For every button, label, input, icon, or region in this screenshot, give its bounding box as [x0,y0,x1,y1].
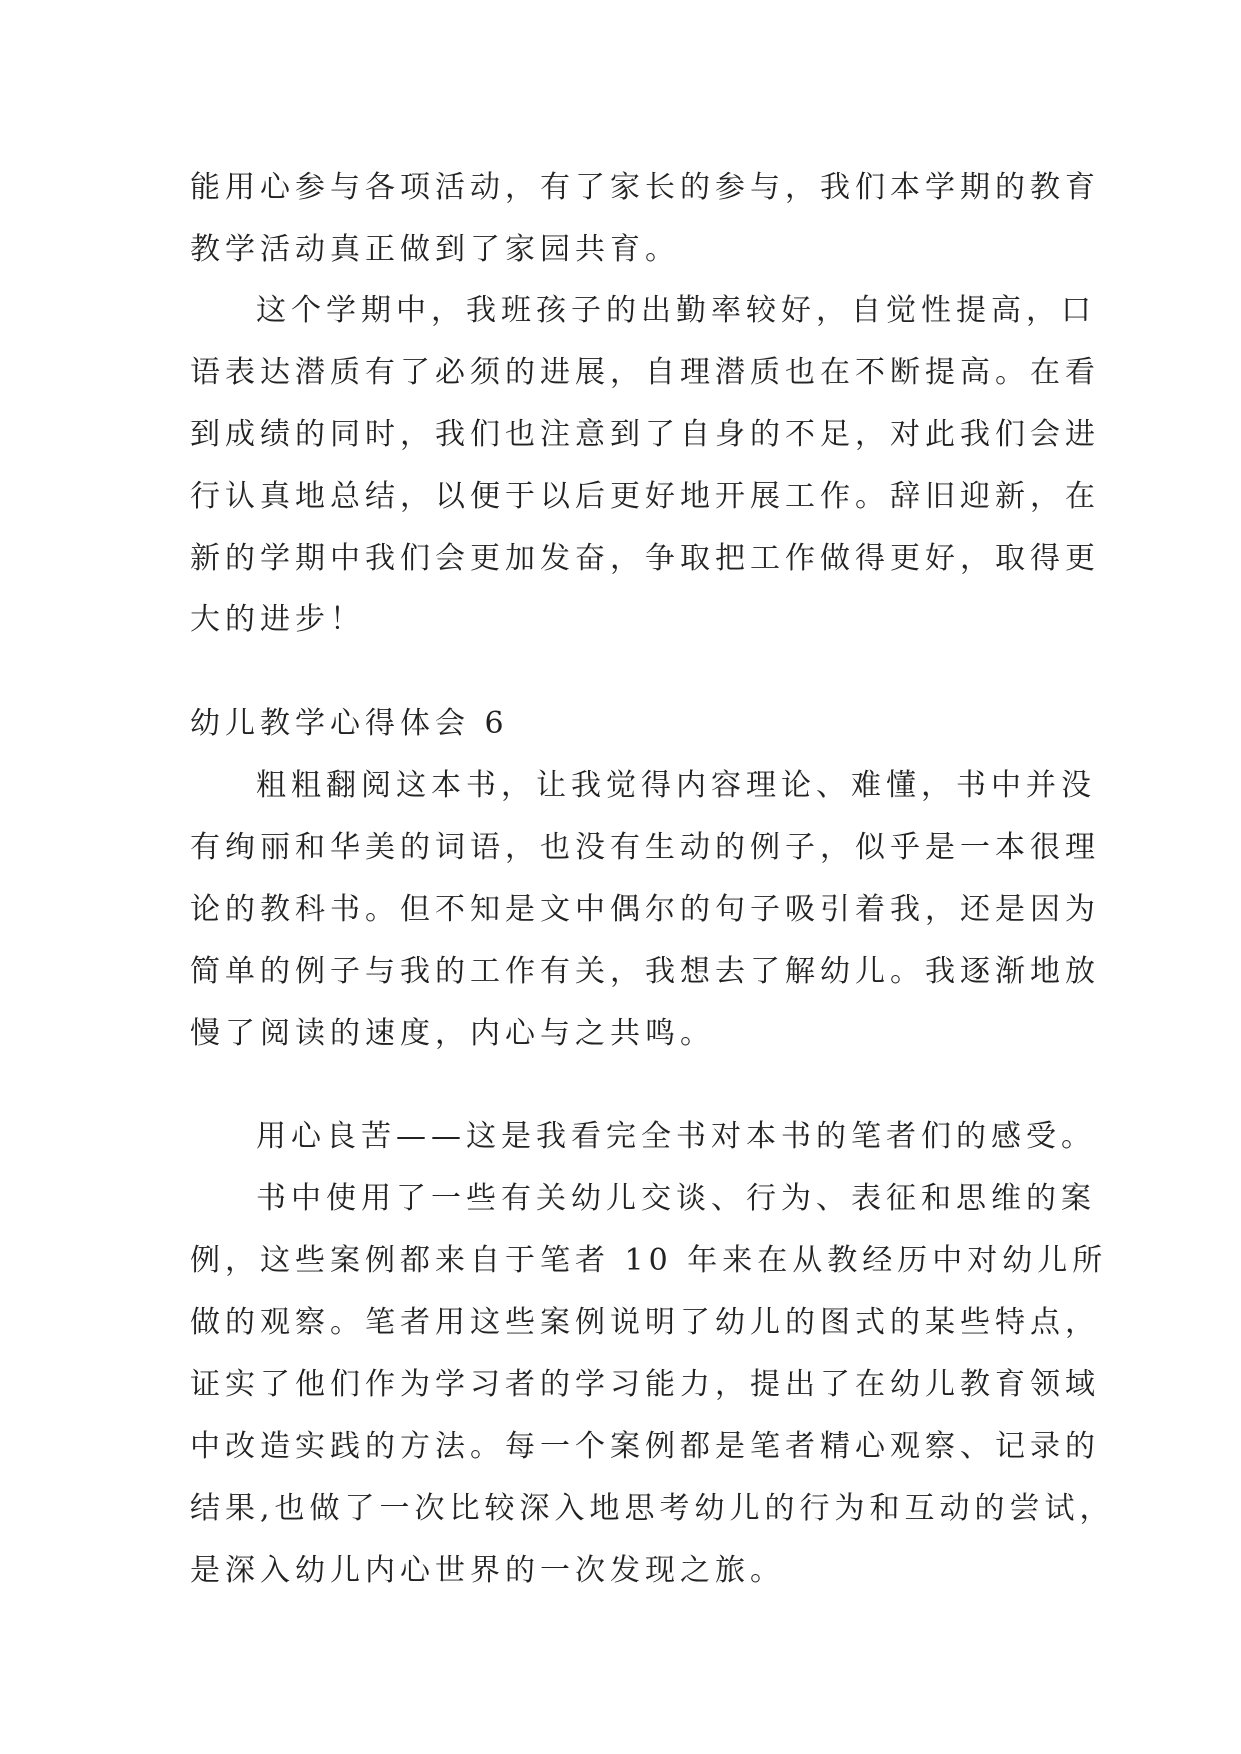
paragraph-line: 中改造实践的方法。每一个案例都是笔者精心观察、记录的 [190,1429,1100,1464]
paragraph-line: 语表达潜质有了必须的进展，自理潜质也在不断提高。在看 [190,355,1100,390]
paragraph-line: 证实了他们作为学习者的学习能力，提出了在幼儿教育领域 [190,1367,1100,1402]
paragraph-line: 用心良苦——这是我看完全书对本书的笔者们的感受。 [256,1119,1096,1154]
paragraph-line: 到成绩的同时，我们也注意到了自身的不足，对此我们会进 [190,417,1100,452]
paragraph-line: 这个学期中，我班孩子的出勤率较好，自觉性提高，口 [256,293,1096,328]
paragraph-line: 粗粗翻阅这本书，让我觉得内容理论、难懂，书中并没 [256,768,1096,803]
paragraph-line: 论的教科书。但不知是文中偶尔的句子吸引着我，还是因为 [190,892,1100,927]
paragraph-line: 新的学期中我们会更加发奋，争取把工作做得更好，取得更 [190,541,1100,576]
section-heading: 幼儿教学心得体会 6 [190,706,509,741]
paragraph-line: 是深入幼儿内心世界的一次发现之旅。 [190,1553,785,1588]
paragraph-line: 例，这些案例都来自于笔者 10 年来在从教经历中对幼儿所 [190,1243,1108,1278]
paragraph-line: 结果,也做了一次比较深入地思考幼儿的行为和互动的尝试， [190,1491,1115,1526]
paragraph-line: 做的观察。笔者用这些案例说明了幼儿的图式的某些特点， [190,1305,1100,1340]
paragraph-line: 能用心参与各项活动，有了家长的参与，我们本学期的教育 [190,170,1100,205]
paragraph-line: 行认真地总结，以便于以后更好地开展工作。辞旧迎新，在 [190,479,1100,514]
paragraph-line: 有绚丽和华美的词语，也没有生动的例子，似乎是一本很理 [190,830,1100,865]
paragraph-line: 慢了阅读的速度，内心与之共鸣。 [190,1016,715,1051]
paragraph-line: 书中使用了一些有关幼儿交谈、行为、表征和思维的案 [256,1181,1096,1216]
paragraph-line: 大的进步！ [190,602,365,637]
paragraph-line: 简单的例子与我的工作有关，我想去了解幼儿。我逐渐地放 [190,954,1100,989]
paragraph-line: 教学活动真正做到了家园共育。 [190,232,680,267]
